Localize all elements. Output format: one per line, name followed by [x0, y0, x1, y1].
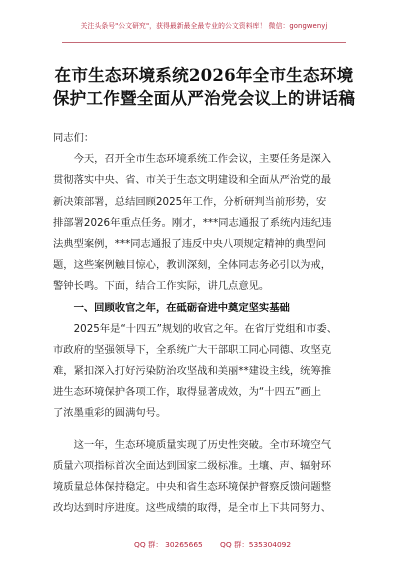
paragraph-gap	[53, 425, 359, 435]
paragraph-line: 改均达到时序进度。这些成绩的取得，是全市上下共同努力、	[53, 502, 332, 515]
paragraph-review	[53, 319, 359, 425]
page-footer	[0, 538, 408, 552]
salutation: 同志们：	[53, 132, 95, 144]
header-divider	[62, 42, 346, 43]
paragraph-line: 境质量总体保持稳定。中央和省生态环境保护督察反馈问题整	[53, 481, 332, 493]
title-line-2: 保护工作暨全面从严治党会议上的讲话稿	[52, 88, 356, 108]
paragraph-line: 新决策部署，总结回顾2025年工作，分析研判当前形势，安	[53, 195, 327, 208]
paragraph-intro	[53, 149, 359, 297]
header-promo-note: 关注头条号"公文研究"，获得最新最全最专业的公文资料库！ 微信：gongwenyj	[80, 22, 328, 30]
paragraph-line: 市政府的坚强领导下，全系统广大干部职工同心同德、攻坚克	[53, 343, 332, 356]
paragraph-line: 难，紧扣深入打好污染防治攻坚战和美丽**建设主线，统筹推	[53, 365, 332, 378]
footer-qq-group-primary: QQ 群： 30265665	[134, 540, 203, 549]
title-line-1: 在市生态环境系统2026年全市生态环境	[54, 65, 354, 85]
paragraph-line: 了浓墨重彩的圆满句号。	[53, 407, 167, 420]
paragraph-line: 今天，召开全市生态环境系统工作会议，主要任务是深入	[73, 153, 332, 166]
paragraph-line: 警钟长鸣。下面，结合工作实际，讲几点意见。	[53, 280, 270, 293]
document-title	[0, 64, 408, 110]
footer-qq-group-secondary: QQ 群：535304092	[220, 540, 292, 549]
paragraph-line: 进生态环境保护各项工作，取得显著成效，为“十四五”画上	[53, 386, 322, 399]
paragraph-line: 这一年，生态环境质量实现了历史性突破。全市环境空气	[73, 438, 332, 451]
paragraph-line: 法典型案例，***同志通报了违反中央八项规定精神的典型问	[53, 237, 326, 250]
paragraph-line: 贯彻落实中央、省、市关于生态文明建设和全面从严治党的最	[53, 174, 332, 187]
paragraph-line: 排部署2026年重点任务。刚才，***同志通报了系统内违纪违	[53, 216, 332, 229]
paragraph-line: 质量六项指标首次全面达到国家二级标准。土壤、声、辐射环	[53, 459, 332, 472]
paragraph-achievements	[53, 435, 359, 520]
paragraph-line: 2025年是“十四五”规划的收官之年。在省厅党组和市委、	[73, 322, 337, 335]
section-heading: 一、回顾收官之年，在砥砺奋进中奠定坚实基础	[73, 301, 290, 314]
document-body	[53, 128, 359, 519]
paragraph-line: 题，这些案例触目惊心，教训深刻，全体同志务必引以为戒，	[53, 259, 332, 272]
